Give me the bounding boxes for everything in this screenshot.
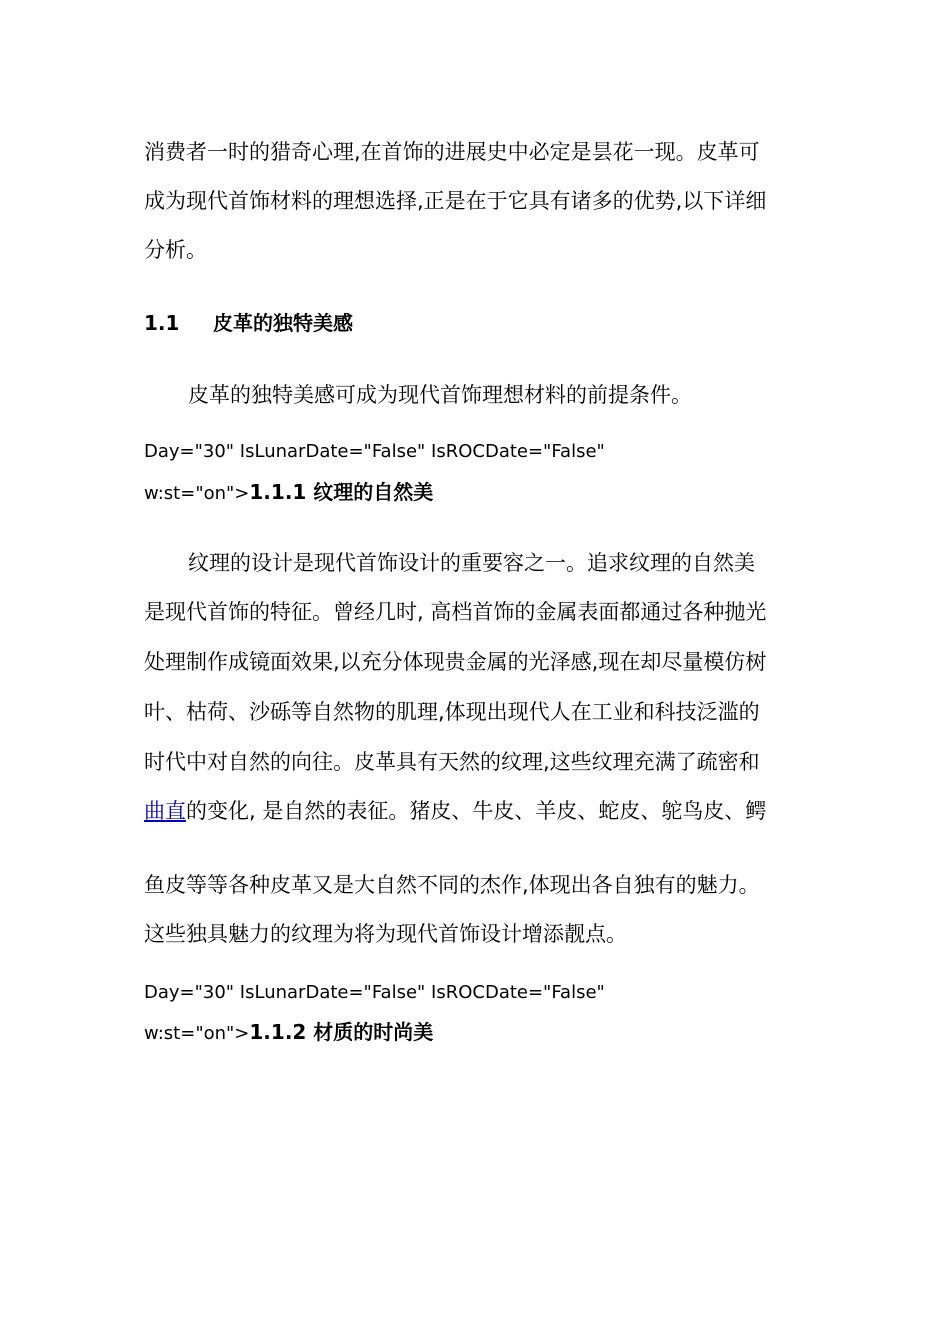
intro-line-1: 消费者一时的猎奇心理,在首饰的进展史中必定是昙花一现。皮革可 (144, 140, 760, 164)
texture-line-7: 鱼皮等等各种皮革又是大自然不同的杰作,体现出各自独有的魅力。 (144, 873, 760, 897)
subsection-heading-1-1-1 (144, 478, 433, 508)
subsection-title: 1.1.1 纹理的自然美 (249, 480, 434, 504)
field-code-line: Day="30" IsLunarDate="False" IsROCDate="False" (144, 441, 605, 462)
texture-line-6 (144, 796, 766, 826)
intro-line-3: 分析。 (144, 238, 207, 262)
texture-line-5: 时代中对自然的向往。皮革具有天然的纹理,这些纹理充满了疏密和 (144, 750, 760, 774)
section-title: 皮革的独特美感 (213, 311, 353, 335)
texture-line-1: 纹理的设计是现代首饰设计的重要容之一。追求纹理的自然美 (188, 551, 755, 575)
texture-line-6-text: 的变化, 是自然的表征。猪皮、牛皮、羊皮、蛇皮、鸵鸟皮、鳄 (186, 799, 767, 823)
section-number: 1.1 (144, 311, 180, 335)
subsection-title: 1.1.2 材质的时尚美 (249, 1020, 434, 1044)
texture-line-3: 处理制作成镜面效果,以充分体现贵金属的光泽感,现在却尽量模仿树 (144, 650, 767, 674)
texture-line-4: 叶、枯荷、沙砾等自然物的肌理,体现出现代人在工业和科技泛滥的 (144, 700, 760, 724)
field-code-line: Day="30" IsLunarDate="False" IsROCDate="False" (144, 982, 605, 1003)
section-1-1-paragraph: 皮革的独特美感可成为现代首饰理想材料的前提条件。 (188, 383, 692, 407)
texture-line-8: 这些独具魅力的纹理为将为现代首饰设计增添靓点。 (144, 922, 627, 946)
section-heading-1-1 (144, 308, 353, 338)
intro-line-2: 成为现代首饰材料的理想选择,正是在于它具有诸多的优势,以下详细 (144, 189, 767, 213)
field-code-prefix: w:st="on"> (144, 483, 250, 504)
quzhi-link[interactable]: 曲直 (144, 799, 186, 823)
texture-line-2: 是现代首饰的特征。曾经几时, 高档首饰的金属表面都通过各种抛光 (144, 600, 767, 624)
subsection-heading-1-1-2 (144, 1018, 433, 1048)
field-code-prefix: w:st="on"> (144, 1023, 250, 1044)
